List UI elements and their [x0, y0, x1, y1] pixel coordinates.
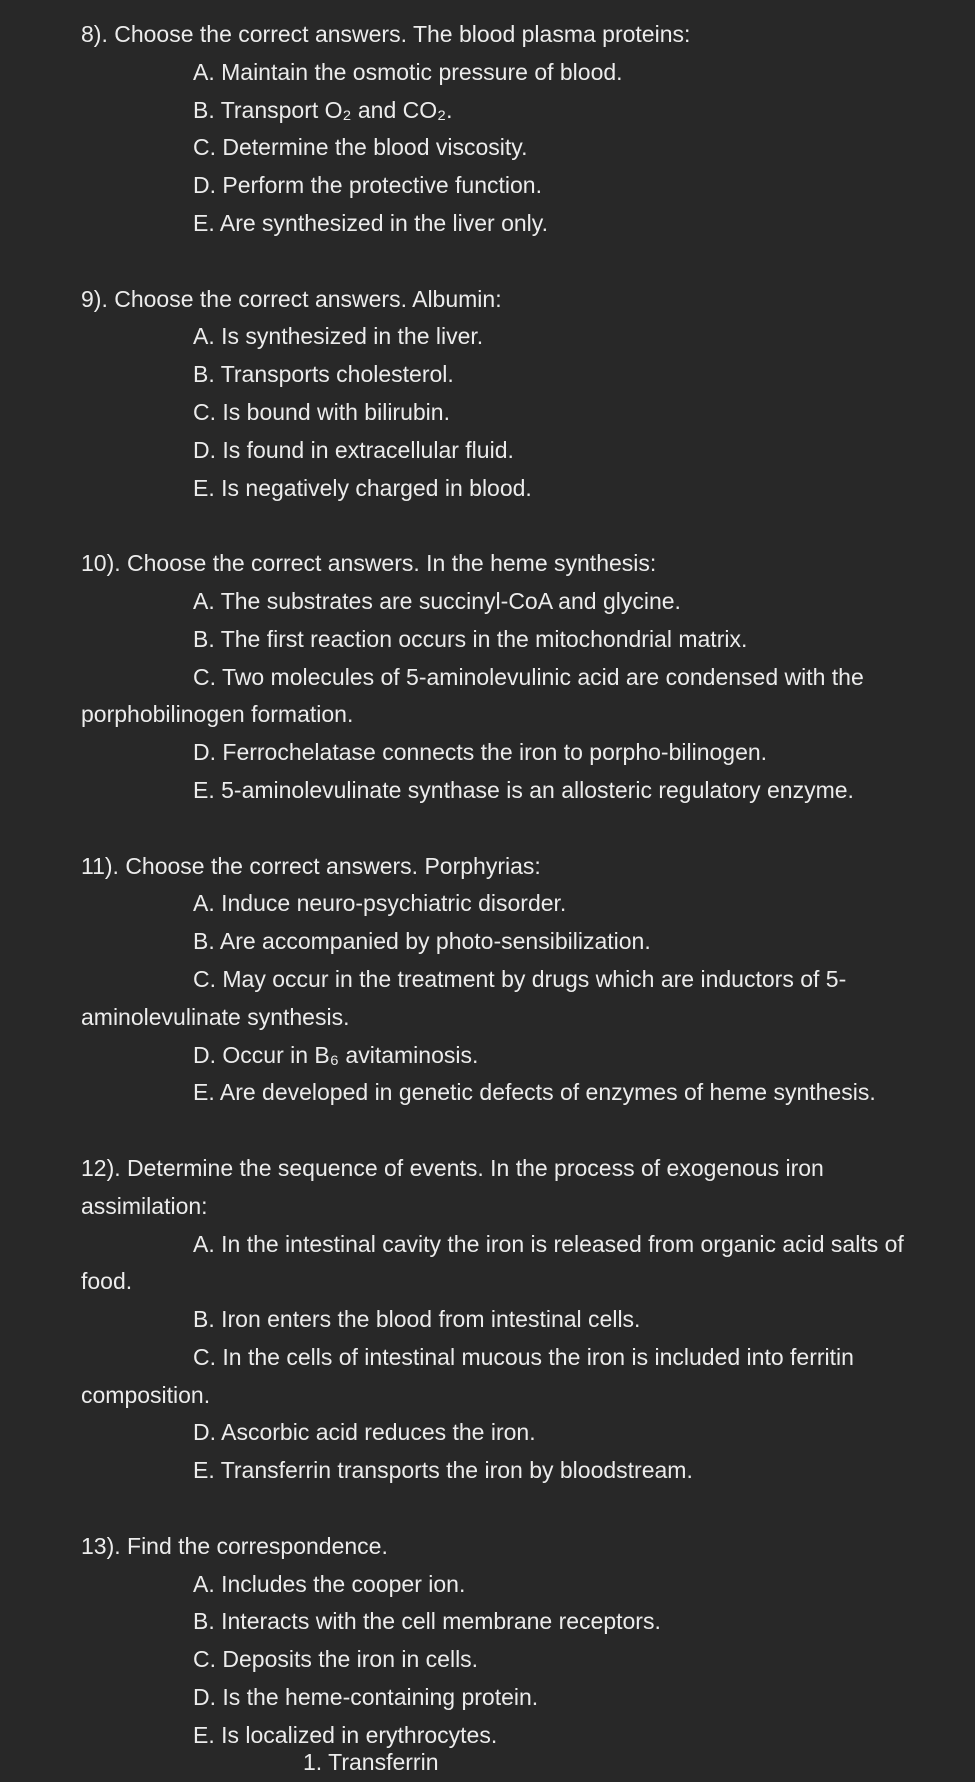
answer-option-d: D. Occur in B₆ avitaminosis.	[193, 1041, 479, 1068]
answer-option-b: B. Interacts with the cell membrane receptors.	[193, 1608, 661, 1635]
answer-option-b: B. Transports cholesterol.	[193, 361, 454, 388]
answer-option-a: A. In the intestinal cavity the iron is released from organic acid salts of food.	[81, 1230, 904, 1295]
answer-option-d: D. Ferrochelatase connects the iron to porpho-bilinogen.	[193, 739, 768, 766]
answer-option-e: E. 5-aminolevulinate synthase is an allosteric regulatory enzyme.	[193, 776, 854, 803]
question-title: 8). Choose the correct answers. The blood plasma proteins:	[81, 21, 691, 47]
answer-option-d: D. Is the heme-containing protein.	[193, 1684, 539, 1711]
answer-option-b: B. Are accompanied by photo-sensibilization.	[193, 928, 651, 955]
question-10	[0, 545, 975, 810]
answer-option-c: C. Is bound with bilirubin.	[193, 398, 450, 425]
answer-option-c: C. Two molecules of 5-aminolevulinic acid are condensed with the porphobilinogen formation.	[81, 663, 864, 728]
answer-option-c: C. Deposits the iron in cells.	[193, 1646, 479, 1673]
question-title: 13). Find the correspondence.	[81, 1532, 388, 1559]
answer-option-e: E. Is negatively charged in blood.	[193, 474, 532, 501]
answer-option-e: E. Are synthesized in the liver only.	[193, 209, 548, 236]
question-title: 11). Choose the correct answers. Porphyrias:	[81, 852, 541, 879]
question-11	[0, 848, 975, 1113]
answer-option-a: A. Is synthesized in the liver.	[193, 323, 484, 350]
answer-option-d: D. Perform the protective function.	[193, 172, 542, 199]
answer-option-a: A. Maintain the osmotic pressure of blood.	[193, 58, 623, 85]
question-12	[0, 1150, 975, 1490]
answer-option-c: C. May occur in the treatment by drugs which are inductors of 5-aminolevulinate synthesis.	[81, 965, 847, 1030]
question-8	[0, 16, 975, 243]
answer-option-b: B. Iron enters the blood from intestinal cells.	[193, 1306, 641, 1333]
answer-option-c: C. Determine the blood viscosity.	[193, 134, 528, 161]
answer-option-b: B. The first reaction occurs in the mitochondrial matrix.	[193, 625, 748, 652]
answer-option-a: A. Induce neuro-psychiatric disorder.	[193, 890, 567, 917]
question-title: 9). Choose the correct answers. Albumin:	[81, 285, 502, 312]
question-9	[0, 281, 975, 508]
answer-option-d: D. Is found in extracellular fluid.	[193, 436, 514, 463]
answer-option-d: D. Ascorbic acid reduces the iron.	[193, 1419, 536, 1446]
question-title: 10). Choose the correct answers. In the heme synthesis:	[81, 550, 657, 577]
answer-option-e: E. Transferrin transports the iron by bloodstream.	[193, 1457, 693, 1484]
answer-option-b: B. Transport O₂ and CO₂.	[193, 96, 453, 123]
cut-off-text-line: 1. Transferrin	[303, 1749, 439, 1775]
answer-option-e: E. Are developed in genetic defects of enzymes of heme synthesis.	[193, 1079, 876, 1106]
answer-option-e: E. Is localized in erythrocytes.	[193, 1721, 498, 1748]
question-13	[0, 1528, 975, 1755]
question-title: 12). Determine the sequence of events. In the process of exogenous iron assimilation:	[81, 1154, 824, 1219]
answer-option-a: A. The substrates are succinyl-CoA and glycine.	[193, 587, 681, 614]
answer-option-c: C. In the cells of intestinal mucous the iron is included into ferritin composition.	[81, 1343, 854, 1408]
answer-option-a: A. Includes the cooper ion.	[193, 1570, 466, 1597]
